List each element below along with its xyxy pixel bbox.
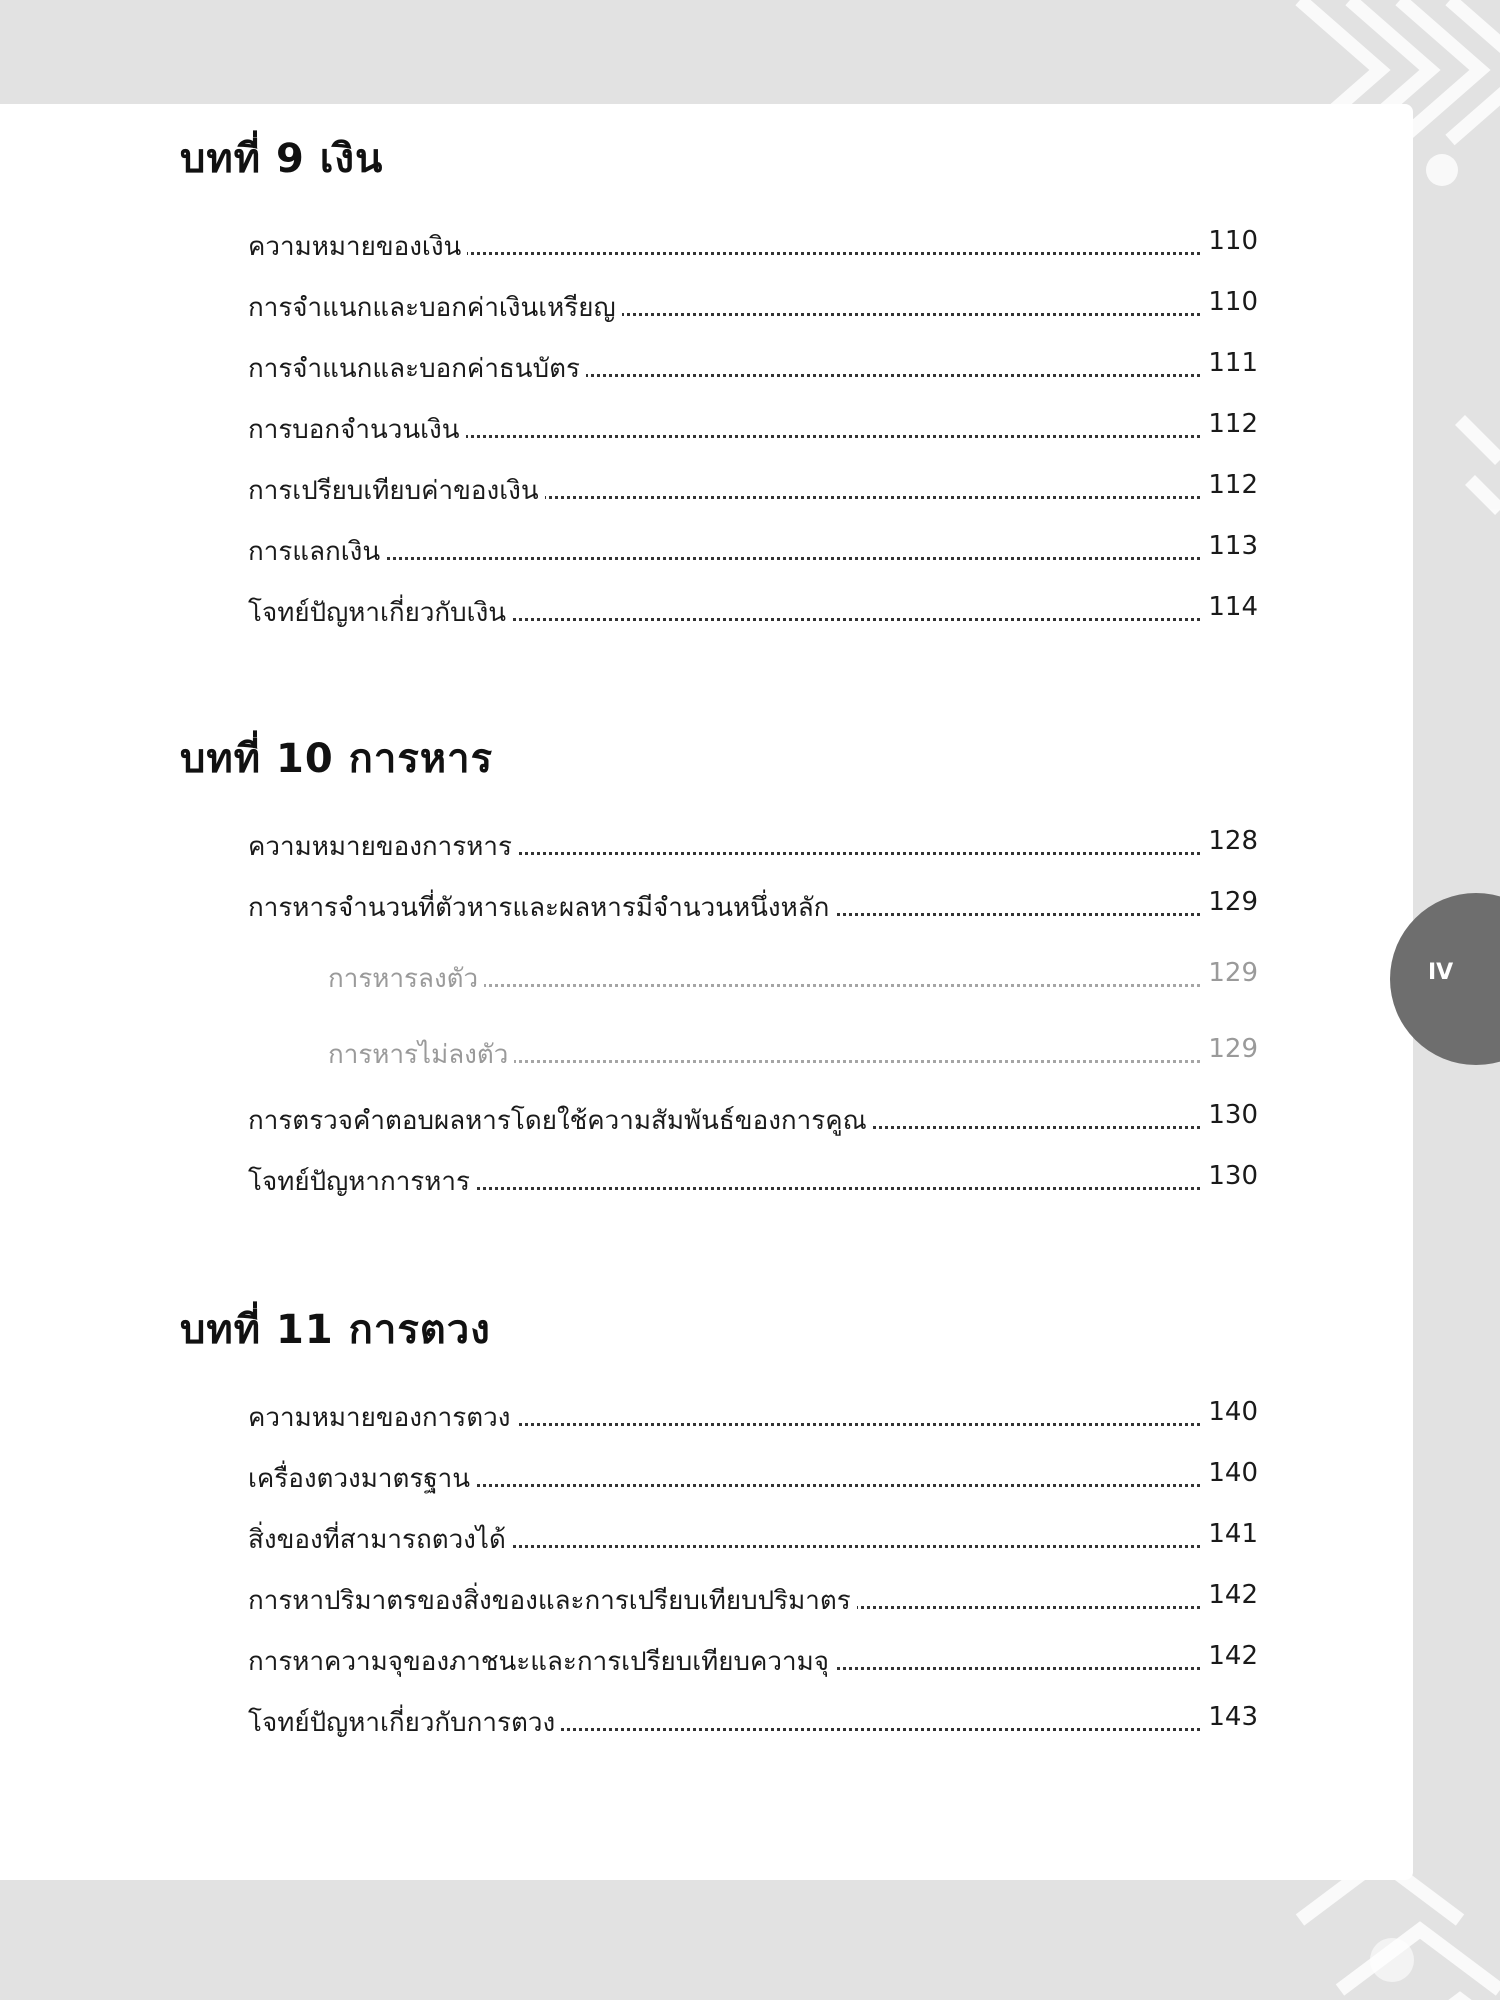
toc-entry-page: 141 bbox=[1202, 1519, 1258, 1549]
toc-entry-page: 140 bbox=[1202, 1458, 1258, 1488]
toc-entry-page: 129 bbox=[1202, 958, 1258, 988]
toc-entry-label: การจำแนกและบอกค่าธนบัตร bbox=[248, 348, 586, 389]
toc-entry-page: 114 bbox=[1202, 592, 1258, 622]
toc-entry-page: 130 bbox=[1202, 1161, 1258, 1191]
toc-entry-page: 110 bbox=[1202, 226, 1258, 256]
toc-entry-page: 142 bbox=[1202, 1641, 1258, 1671]
toc-entry[interactable] bbox=[248, 887, 1258, 948]
toc-entry[interactable] bbox=[248, 592, 1258, 653]
toc-entry[interactable] bbox=[248, 826, 1258, 887]
toc-entry-label: ความหมายของการตวง bbox=[248, 1397, 516, 1438]
toc-entry-page: 142 bbox=[1202, 1580, 1258, 1610]
toc-entry-label: การตรวจคำตอบผลหารโดยใช้ความสัมพันธ์ของการคูณ bbox=[248, 1100, 873, 1141]
chapter-title: บทที่ 11 การตวง bbox=[180, 1307, 491, 1353]
toc-entry-page: 112 bbox=[1202, 470, 1258, 500]
toc-subentry[interactable] bbox=[328, 1024, 1258, 1100]
toc-entry-page: 140 bbox=[1202, 1397, 1258, 1427]
dot-leader bbox=[248, 557, 1200, 560]
page-tab-label: IV bbox=[1428, 960, 1454, 985]
chapter-title: บทที่ 10 การหาร bbox=[180, 736, 494, 782]
toc-entry[interactable] bbox=[248, 531, 1258, 592]
toc-entry-label: การจำแนกและบอกค่าเงินเหรียญ bbox=[248, 287, 622, 328]
toc-entry-page: 111 bbox=[1202, 348, 1258, 378]
toc-entry-label: โจทย์ปัญหาเกี่ยวกับเงิน bbox=[248, 592, 512, 633]
toc-entry[interactable] bbox=[248, 1519, 1258, 1580]
chapter-9-section bbox=[180, 124, 1260, 653]
toc-subentry[interactable] bbox=[328, 948, 1258, 1024]
toc-entry-page: 128 bbox=[1202, 826, 1258, 856]
toc-entry[interactable] bbox=[248, 1458, 1258, 1519]
toc-entry-label: การหารไม่ลงตัว bbox=[328, 1034, 514, 1075]
toc-entry-label: การแลกเงิน bbox=[248, 531, 386, 572]
toc-entry-label: การหารลงตัว bbox=[328, 958, 484, 999]
toc-entry-label: โจทย์ปัญหาเกี่ยวกับการตวง bbox=[248, 1702, 561, 1743]
toc-entry-page: 129 bbox=[1202, 1034, 1258, 1064]
toc-entry[interactable] bbox=[248, 1100, 1258, 1161]
toc-entry-label: การเปรียบเทียบค่าของเงิน bbox=[248, 470, 545, 511]
toc-entry-page: 112 bbox=[1202, 409, 1258, 439]
toc-entry-page: 113 bbox=[1202, 531, 1258, 561]
toc-entry-page: 129 bbox=[1202, 887, 1258, 917]
toc-entry[interactable] bbox=[248, 470, 1258, 531]
toc-entry[interactable] bbox=[248, 1702, 1258, 1763]
chapter-title: บทที่ 9 เงิน bbox=[180, 136, 384, 182]
chapter-10-section bbox=[180, 724, 1260, 1222]
toc-entry-label: ความหมายของเงิน bbox=[248, 226, 467, 267]
toc-entry-label: การบอกจำนวนเงิน bbox=[248, 409, 466, 450]
toc-entry[interactable] bbox=[248, 226, 1258, 287]
toc-entry-label: เครื่องตวงมาตรฐาน bbox=[248, 1458, 476, 1499]
toc-entry[interactable] bbox=[248, 348, 1258, 409]
toc-entry-label: การหารจำนวนที่ตัวหารและผลหารมีจำนวนหนึ่งหลัก bbox=[248, 887, 835, 928]
toc-entry-page: 143 bbox=[1202, 1702, 1258, 1732]
chapter-11-section bbox=[180, 1295, 1260, 1763]
toc-entry[interactable] bbox=[248, 287, 1258, 348]
toc-entry-label: การหาปริมาตรของสิ่งของและการเปรียบเทียบปริมาตร bbox=[248, 1580, 857, 1621]
toc-entry[interactable] bbox=[248, 1161, 1258, 1222]
toc-entry-page: 130 bbox=[1202, 1100, 1258, 1130]
toc-entry[interactable] bbox=[248, 1580, 1258, 1641]
toc-entry[interactable] bbox=[248, 1397, 1258, 1458]
toc-entry-page: 110 bbox=[1202, 287, 1258, 317]
toc-entry-label: สิ่งของที่สามารถตวงได้ bbox=[248, 1519, 512, 1560]
toc-entry-label: การหาความจุของภาชนะและการเปรียบเทียบความจุ bbox=[248, 1641, 835, 1682]
toc-entry[interactable] bbox=[248, 1641, 1258, 1702]
toc-entry-label: ความหมายของการหาร bbox=[248, 826, 518, 867]
toc-entry-label: โจทย์ปัญหาการหาร bbox=[248, 1161, 476, 1202]
toc-entry[interactable] bbox=[248, 409, 1258, 470]
